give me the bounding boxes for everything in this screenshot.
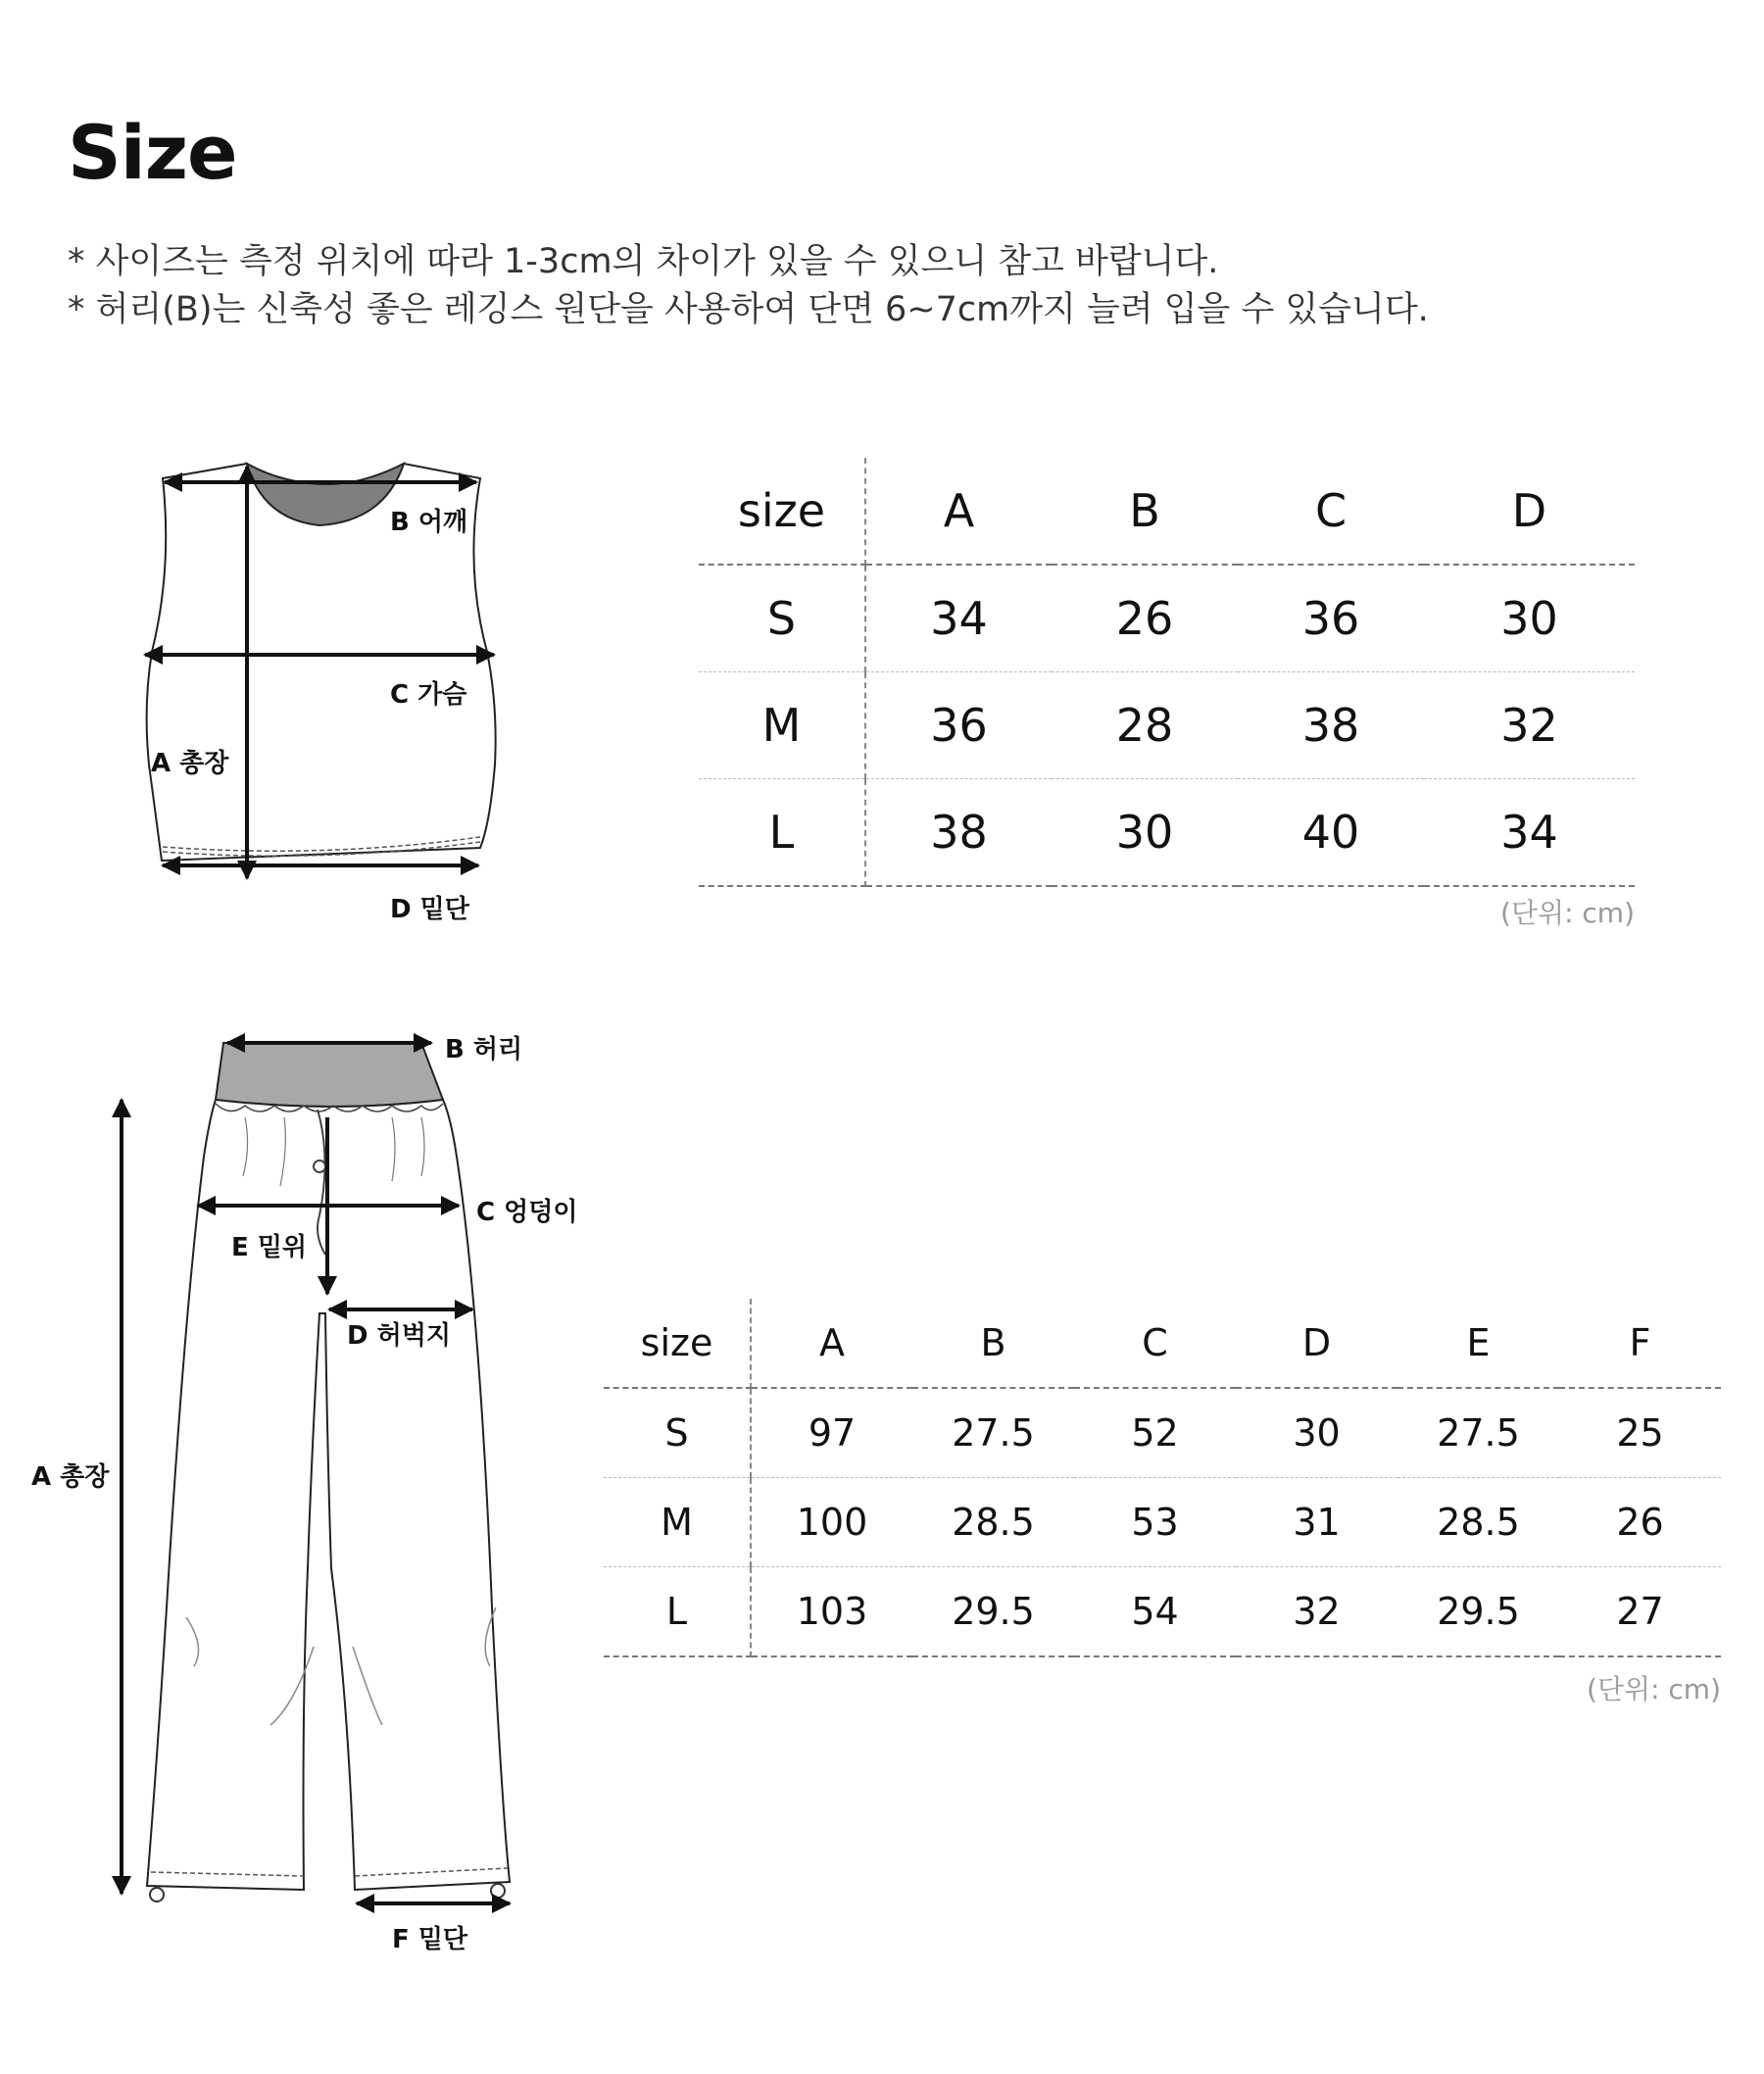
top-diagram	[127, 451, 539, 931]
pants-label-f: F 밑단	[392, 1925, 468, 1954]
table-cell: 27	[1559, 1567, 1721, 1657]
table-cell: 40	[1238, 779, 1424, 887]
table-cell: 34	[1424, 779, 1635, 887]
pants-size-table	[604, 1299, 1721, 1657]
pants-unit-note: (단위: cm)	[1587, 1673, 1721, 1705]
pants-th-f: F	[1559, 1299, 1721, 1388]
pants-size-s: S	[604, 1388, 751, 1478]
table-cell: 28.5	[912, 1478, 1074, 1567]
table-cell: 100	[751, 1478, 912, 1567]
pants-th-size: size	[604, 1299, 751, 1388]
pants-th-d: D	[1236, 1299, 1397, 1388]
table-cell: 30	[1052, 779, 1238, 887]
top-th-b: B	[1052, 458, 1238, 565]
pants-size-l: L	[604, 1567, 751, 1657]
table-row	[699, 672, 1635, 779]
table-cell: 36	[1238, 565, 1424, 672]
top-th-d: D	[1424, 458, 1635, 565]
table-cell: 29.5	[912, 1567, 1074, 1657]
pants-label-a: A 총장	[31, 1462, 110, 1492]
table-cell: 54	[1074, 1567, 1236, 1657]
page-title: Size	[68, 109, 237, 196]
pants-label-e: E 밑위	[231, 1233, 308, 1262]
top-size-m: M	[699, 672, 865, 779]
top-table-header	[699, 458, 1635, 565]
table-cell: 27.5	[1397, 1388, 1559, 1478]
pants-label-d: D 허벅지	[347, 1321, 451, 1351]
pants-th-b: B	[912, 1299, 1074, 1388]
table-cell: 97	[751, 1388, 912, 1478]
top-size-s: S	[699, 565, 865, 672]
table-cell: 28.5	[1397, 1478, 1559, 1567]
pants-diagram	[20, 1019, 588, 1960]
table-cell: 28	[1052, 672, 1238, 779]
table-cell: 52	[1074, 1388, 1236, 1478]
top-th-size: size	[699, 458, 865, 565]
table-cell: 31	[1236, 1478, 1397, 1567]
table-cell: 53	[1074, 1478, 1236, 1567]
table-cell: 30	[1424, 565, 1635, 672]
pants-th-e: E	[1397, 1299, 1559, 1388]
pants-table-header	[604, 1299, 1721, 1388]
table-row	[699, 565, 1635, 672]
pants-label-b: B 허리	[445, 1035, 523, 1064]
pants-th-a: A	[751, 1299, 912, 1388]
pants-th-c: C	[1074, 1299, 1236, 1388]
table-cell: 38	[865, 779, 1052, 887]
size-notes	[68, 238, 1429, 334]
note-measurement: * 사이즈는 측정 위치에 따라 1-3cm의 차이가 있을 수 있으니 참고 바랍니다.	[68, 242, 1219, 281]
note-waist-stretch: * 허리(B)는 신축성 좋은 레깅스 원단을 사용하여 단면 6~7cm까지 늘려 입을 수 있습니다.	[68, 290, 1429, 329]
table-cell: 25	[1559, 1388, 1721, 1478]
table-cell: 26	[1559, 1478, 1721, 1567]
top-unit-note: (단위: cm)	[1500, 897, 1635, 929]
top-size-l: L	[699, 779, 865, 887]
top-label-d: D 밑단	[390, 895, 469, 924]
table-cell: 38	[1238, 672, 1424, 779]
table-row	[604, 1478, 1721, 1567]
pants-label-c: C 엉덩이	[476, 1198, 578, 1227]
pants-waistband	[216, 1043, 443, 1107]
top-th-c: C	[1238, 458, 1424, 565]
table-cell: 30	[1236, 1388, 1397, 1478]
table-row	[699, 779, 1635, 887]
table-cell: 32	[1236, 1567, 1397, 1657]
table-cell: 34	[865, 565, 1052, 672]
pants-size-m: M	[604, 1478, 751, 1567]
table-cell: 27.5	[912, 1388, 1074, 1478]
table-cell: 32	[1424, 672, 1635, 779]
table-cell: 36	[865, 672, 1052, 779]
top-size-table	[699, 458, 1635, 887]
table-row	[604, 1388, 1721, 1478]
top-label-a: A 총장	[151, 749, 229, 778]
table-cell: 103	[751, 1567, 912, 1657]
top-label-b: B 어깨	[390, 508, 468, 537]
top-th-a: A	[865, 458, 1052, 565]
table-cell: 29.5	[1397, 1567, 1559, 1657]
top-illustration	[127, 451, 539, 931]
table-cell: 26	[1052, 565, 1238, 672]
top-label-c: C 가슴	[390, 680, 467, 710]
table-row	[604, 1567, 1721, 1657]
